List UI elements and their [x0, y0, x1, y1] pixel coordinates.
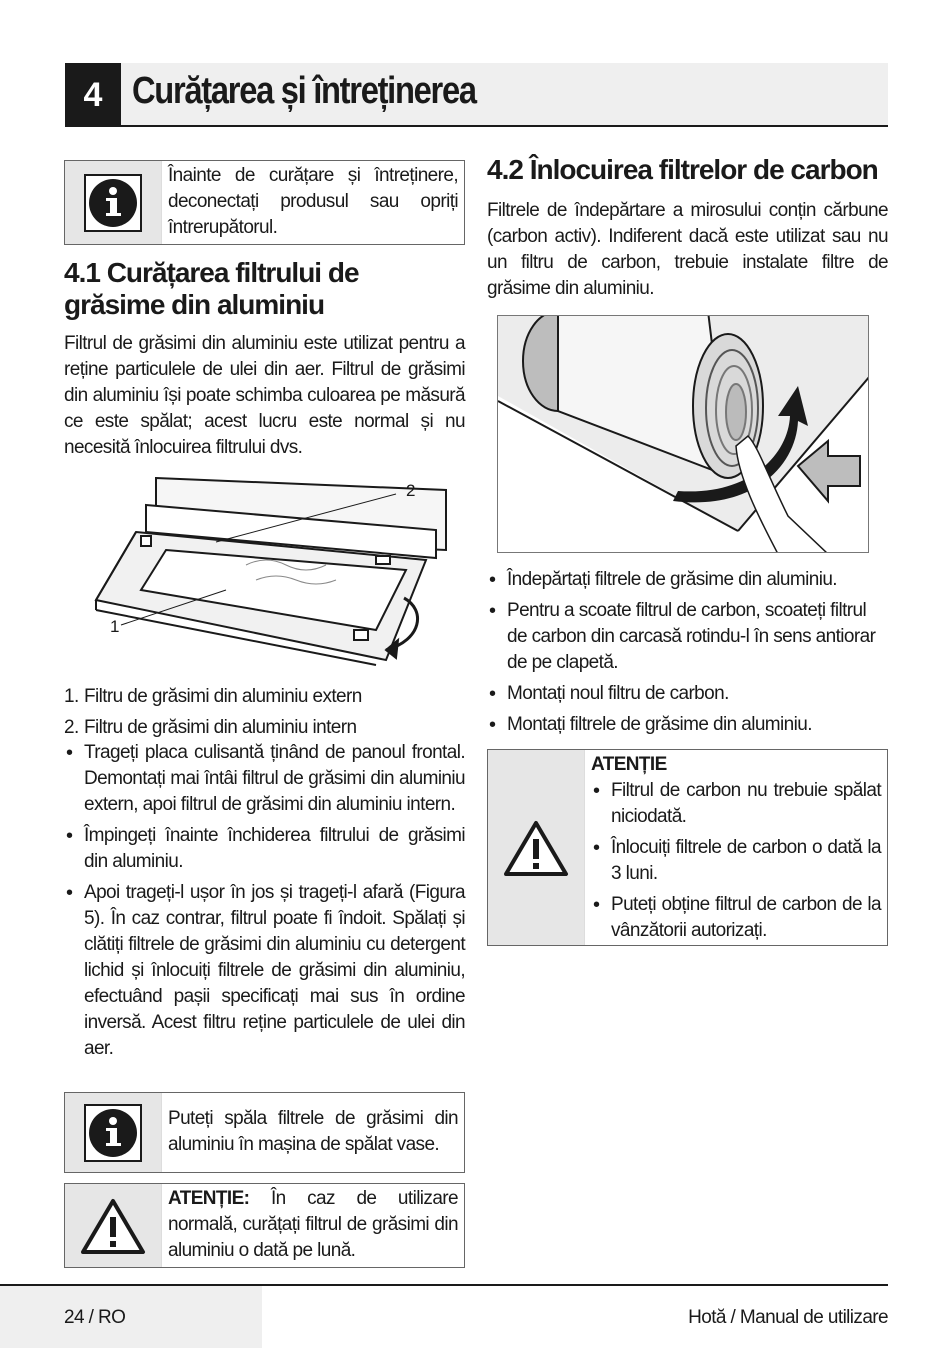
chapter-number: 4 [65, 63, 121, 127]
list-item: • Puteți obține filtrul de carbon de la vânzătorii autorizați. [591, 892, 881, 944]
section-title-4-2: 4.2 Înlocuirea filtrelor de carbon [487, 154, 878, 185]
figure-label-1: 1 [110, 617, 120, 636]
list-item: • Pentru a scoate filtrul de carbon, scoateți filtrul de carbon din carcasă rotindu-l în sens antiorar de pe clapetă. [487, 598, 888, 676]
info-box-dishwasher [64, 1092, 465, 1173]
footer-page-band [0, 1286, 262, 1348]
warning-box-monthly [64, 1183, 465, 1268]
attention-box-content [585, 750, 887, 945]
list-item: • Înlocuiți filtrele de carbon o dată la 3 luni. [591, 835, 881, 887]
warning-icon [65, 1184, 162, 1267]
carbon-filter-figure [497, 315, 869, 553]
list-item: • Îndepărtați filtrele de grăsime din aluminiu. [487, 567, 888, 593]
grease-filter-figure [86, 470, 456, 670]
list-item: • Trageți placa culisantă ținând de panoul frontal. Demontați mai întâi filtrul de grăsimi din aluminiu extern, apoi filtrul de grăsimi din aluminiu intern. [64, 740, 465, 818]
numbered-list [64, 684, 465, 746]
attention-title: ATENȚIE [591, 754, 667, 775]
section-4-1-intro: Filtrul de grăsimi din aluminiu este utilizat pentru a reține particulele de ulei din aer. Filtrul de grăsimi din aluminiu își poate schimba culoarea pe măsură ce este spălat; acest lucru este normal și nu necesită înlocuirea filtrului dvs. [64, 333, 465, 458]
list-item: • Montați noul filtru de carbon. [487, 681, 888, 707]
figure-label-2: 2 [406, 481, 416, 500]
footer-divider [0, 1284, 888, 1286]
list-item: • Montați filtrele de grăsime din aluminiu. [487, 712, 888, 738]
info-box-text: Înainte de curățare și întreținere, deconectați produsul sau opriți întrerupătorul. [168, 165, 458, 238]
document-title: Hotă / Manual de utilizare [688, 1307, 888, 1328]
info-box-disconnect [64, 160, 465, 245]
list-item: • Filtrul de carbon nu trebuie spălat niciodată. [591, 778, 881, 830]
chapter-title: Curățarea și întreținerea [132, 70, 476, 112]
warning-label: ATENȚIE: [168, 1188, 250, 1209]
list-item: • Împingeți înainte închiderea filtrului de grăsimi din aluminiu. [64, 823, 465, 875]
info-box-text: Puteți spăla filtrele de grăsimi din aluminiu în mașina de spălat vase. [168, 1108, 458, 1155]
info-icon [65, 161, 162, 244]
page-number: 24 / RO [64, 1307, 126, 1328]
bullet-list-right [487, 567, 888, 743]
attention-box-carbon [487, 749, 888, 946]
warning-box-text: ATENȚIE: În caz de utilizare normală, curățați filtrul de grăsimi din aluminiu o dată pe lună. [168, 1188, 458, 1261]
list-item: 2. Filtru de grăsimi din aluminiu intern [64, 717, 357, 738]
bullet-list-left [64, 740, 465, 1067]
warning-icon [488, 750, 585, 945]
list-item: 1. Filtru de grăsimi din aluminiu extern [64, 686, 362, 707]
section-4-2-intro: Filtrele de îndepărtare a mirosului conțin cărbune (carbon activ). Indiferent dacă este utilizat sau nu un filtru de carbon, trebuie instalate filtre de grăsime din aluminiu. [487, 200, 888, 299]
list-item: • Apoi trageți-l ușor în jos și trageți-l afară (Figura 5). În caz contrar, filtrul poate fi îndoit. Spălați și clătiți filtrele de grăsimi din aluminiu cu detergent lichid și înlocuiți filtrele de grăsimi din aluminiu, efectuând pașii specificați mai sus în ordine inversă. Acest filtru reține particulele de ulei din aer. [64, 880, 465, 1062]
section-title-4-1: 4.1 Curățarea filtrului de grăsime din aluminiu [64, 257, 359, 320]
info-icon [65, 1093, 162, 1172]
